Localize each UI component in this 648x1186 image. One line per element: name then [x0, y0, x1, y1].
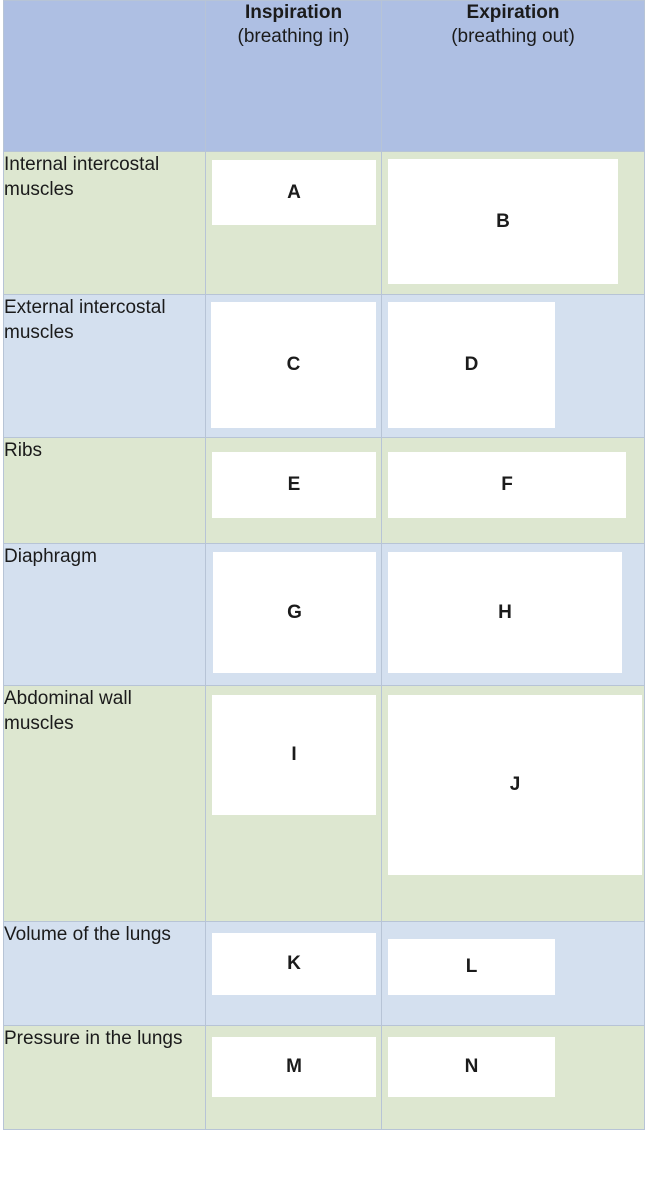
- answer-cell-i[interactable]: [206, 686, 382, 922]
- table-row: [4, 295, 645, 438]
- answer-cell-a[interactable]: [206, 152, 382, 295]
- answer-box-j[interactable]: J: [388, 695, 642, 875]
- answer-box-a[interactable]: A: [212, 160, 376, 225]
- header-inspiration-cell: [206, 1, 382, 152]
- answer-box-d[interactable]: D: [388, 302, 555, 428]
- answer-cell-d[interactable]: [382, 295, 645, 438]
- table-row: [4, 438, 645, 544]
- header-inspiration-subtitle: (breathing in): [237, 26, 350, 48]
- answer-cell-f[interactable]: [382, 438, 645, 544]
- answer-box-n[interactable]: N: [388, 1037, 555, 1097]
- table-row: [4, 686, 645, 922]
- answer-cell-j[interactable]: [382, 686, 645, 922]
- header-expiration-title: Expiration: [466, 2, 560, 23]
- answer-box-l[interactable]: L: [388, 939, 555, 995]
- row-label-internal-intercostal: Internal intercostal muscles: [4, 152, 206, 295]
- header-expiration-subtitle: (breathing out): [451, 26, 575, 48]
- answer-cell-g[interactable]: [206, 544, 382, 686]
- answer-cell-k[interactable]: [206, 922, 382, 1026]
- answer-box-m[interactable]: M: [212, 1037, 376, 1097]
- table-row: [4, 922, 645, 1026]
- answer-cell-l[interactable]: [382, 922, 645, 1026]
- table-row: [4, 544, 645, 686]
- answer-cell-c[interactable]: [206, 295, 382, 438]
- row-label-volume-of-lungs: Volume of the lungs: [4, 922, 206, 1026]
- answer-cell-b[interactable]: [382, 152, 645, 295]
- answer-box-g[interactable]: G: [213, 552, 376, 673]
- header-corner-cell: [4, 1, 206, 152]
- answer-box-b[interactable]: B: [388, 159, 618, 284]
- answer-box-i[interactable]: I: [212, 695, 376, 815]
- answer-cell-e[interactable]: [206, 438, 382, 544]
- answer-cell-m[interactable]: [206, 1026, 382, 1130]
- row-label-external-intercostal: External intercostal muscles: [4, 295, 206, 438]
- breathing-mechanics-table: [3, 0, 645, 1130]
- answer-box-k[interactable]: K: [212, 933, 376, 995]
- answer-cell-h[interactable]: [382, 544, 645, 686]
- answer-box-h[interactable]: H: [388, 552, 622, 673]
- header-expiration-cell: [382, 1, 645, 152]
- table-row: [4, 152, 645, 295]
- answer-box-f[interactable]: F: [388, 452, 626, 518]
- table-header-row: [4, 1, 645, 152]
- row-label-abdominal-wall: Abdominal wall muscles: [4, 686, 206, 922]
- table-row: [4, 1026, 645, 1130]
- answer-box-c[interactable]: C: [211, 302, 376, 428]
- row-label-diaphragm: Diaphragm: [4, 544, 206, 686]
- answer-box-e[interactable]: E: [212, 452, 376, 518]
- row-label-pressure-in-lungs: Pressure in the lungs: [4, 1026, 206, 1130]
- header-inspiration-title: Inspiration: [244, 2, 343, 23]
- row-label-ribs: Ribs: [4, 438, 206, 544]
- answer-cell-n[interactable]: [382, 1026, 645, 1130]
